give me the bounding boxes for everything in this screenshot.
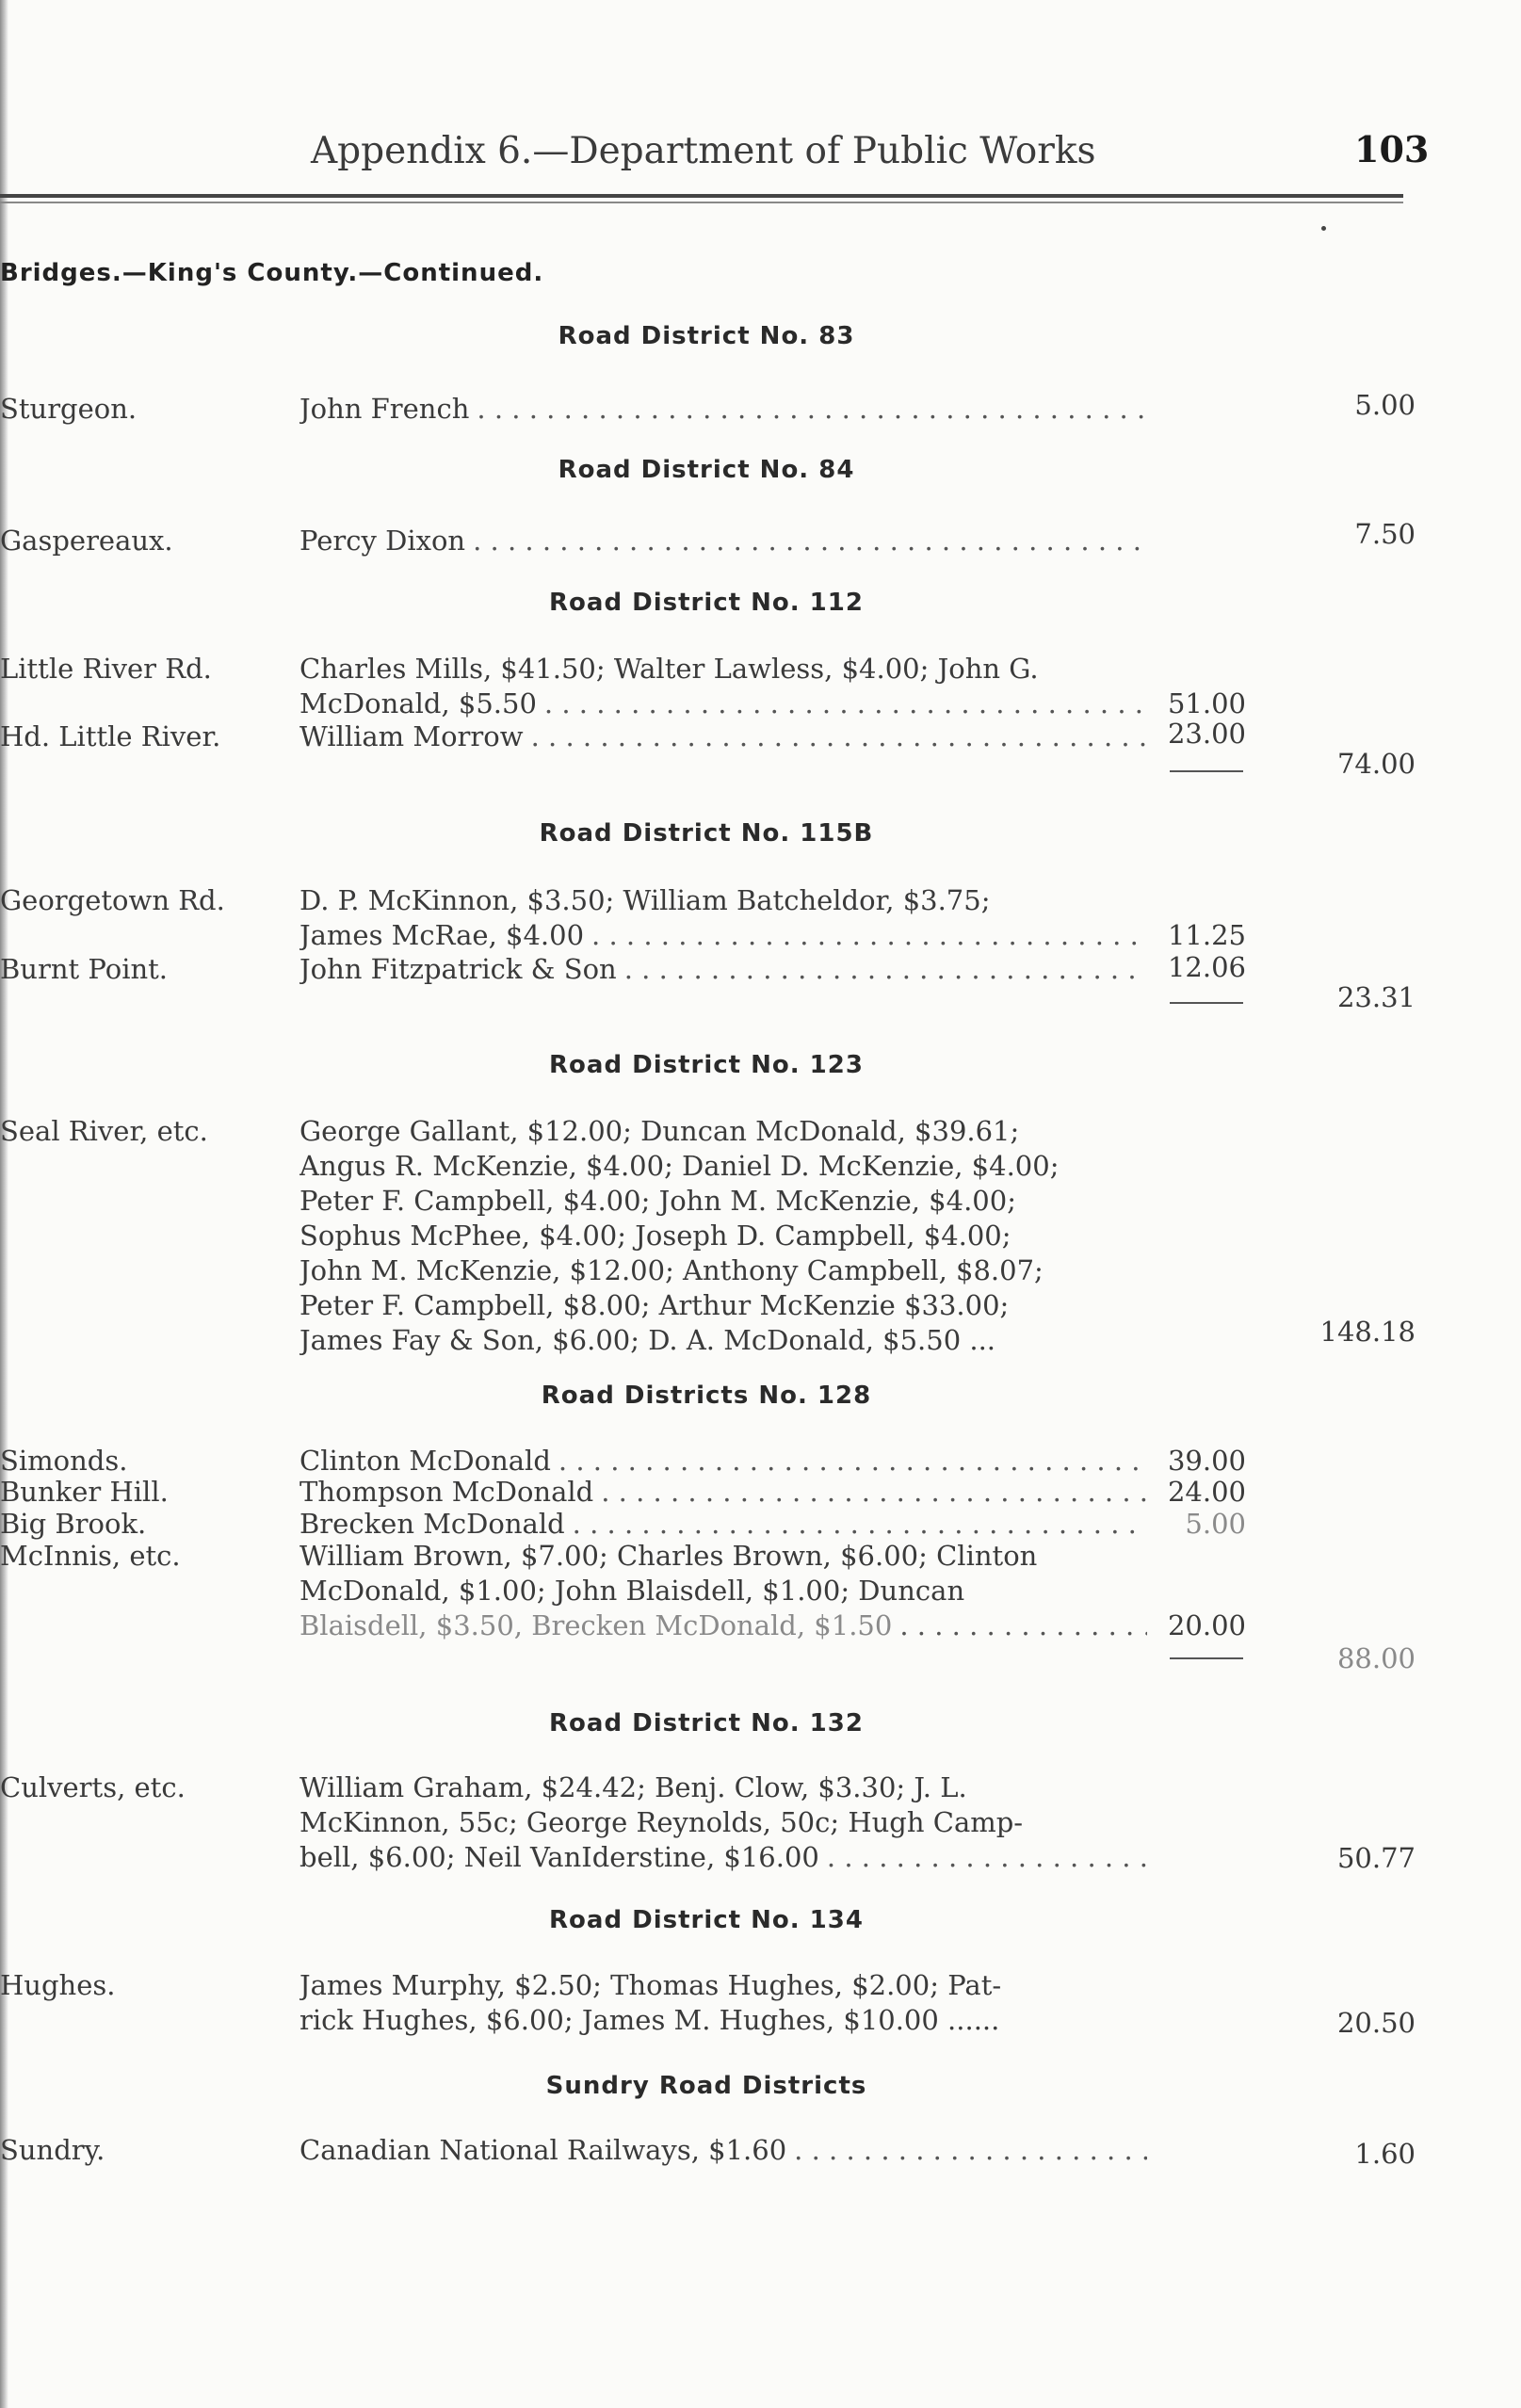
- payee-line: James Murphy, $2.50; Thomas Hughes, $2.00; Pat-: [299, 1969, 1002, 2001]
- payee-line: Sophus McPhee, $4.00; Joseph D. Campbell, $4.00;: [299, 1220, 1011, 1252]
- payee-entry: [299, 652, 1147, 721]
- district-total: 74.00: [1336, 748, 1416, 780]
- payee-line: Percy Dixon: [299, 525, 466, 557]
- place-name: Georgetown Rd.: [0, 884, 225, 916]
- district-heading: Road District No. 112: [549, 589, 864, 617]
- district-total: 148.18: [1319, 1316, 1416, 1348]
- page-number: 103: [1354, 128, 1430, 170]
- payee-entry: [299, 1968, 1147, 2038]
- line-amount: 5.00: [1185, 1508, 1246, 1540]
- payee-line: William Brown, $7.00; Charles Brown, $6.00; Clinton: [299, 1540, 1038, 1572]
- payee-entry: [299, 392, 1147, 427]
- district-heading: Road District No. 115B: [539, 819, 874, 848]
- place-name: Sturgeon.: [0, 393, 138, 425]
- payee-line: John Fitzpatrick & Son: [299, 953, 617, 985]
- payee-entry: [299, 1444, 1147, 1479]
- place-name: Simonds.: [0, 1445, 128, 1477]
- payee-line: Brecken McDonald: [299, 1508, 565, 1540]
- line-amount: 39.00: [1167, 1445, 1246, 1477]
- scan-speck: [1321, 226, 1326, 231]
- payee-line: bell, $6.00; Neil VanIderstine, $16.00: [299, 1841, 819, 1873]
- header-rule: [0, 194, 1403, 198]
- payee-line: William Morrow: [299, 720, 524, 752]
- place-name: Seal River, etc.: [0, 1115, 208, 1147]
- payee-line: James Fay & Son, $6.00; D. A. McDonald, $5.50 ...: [299, 1324, 996, 1356]
- payee-line: McDonald, $5.50: [299, 687, 537, 719]
- payee-entry: [299, 952, 1147, 987]
- line-amount: 12.06: [1167, 951, 1246, 983]
- line-amount: 11.25: [1167, 919, 1246, 951]
- payee-line: McDonald, $1.00; John Blaisdell, $1.00; Duncan: [299, 1575, 965, 1607]
- payee-entry: [299, 1114, 1147, 1358]
- district-total: 5.00: [1354, 389, 1416, 421]
- place-name: Culverts, etc.: [0, 1771, 186, 1803]
- payee-entry: [299, 524, 1147, 558]
- payee-entry: [299, 883, 1147, 953]
- payee-entry: [299, 1539, 1147, 1643]
- payee-line: rick Hughes, $6.00; James M. Hughes, $10.00 ......: [299, 2004, 1000, 2036]
- payee-entry: [299, 1475, 1147, 1510]
- payee-line: D. P. McKinnon, $3.50; William Batcheldor, $3.75;: [299, 884, 991, 916]
- payee-entry: [299, 2133, 1147, 2168]
- place-name: Hd. Little River.: [0, 720, 221, 752]
- place-name: Burnt Point.: [0, 953, 169, 985]
- district-heading: Road District No. 134: [549, 1906, 864, 1934]
- payee-line: William Graham, $24.42; Benj. Clow, $3.30; J. L.: [299, 1771, 967, 1803]
- payee-line: Peter F. Campbell, $4.00; John M. McKenzie, $4.00;: [299, 1185, 1016, 1217]
- district-heading: Road District No. 123: [549, 1051, 864, 1079]
- payee-line: George Gallant, $12.00; Duncan McDonald, $39.61;: [299, 1115, 1020, 1147]
- line-amount: 20.00: [1167, 1609, 1246, 1641]
- line-amount: 24.00: [1167, 1476, 1246, 1508]
- payee-line: Peter F. Campbell, $8.00; Arthur McKenzie $33.00;: [299, 1289, 1010, 1321]
- place-name: Sundry.: [0, 2134, 105, 2166]
- district-total: 7.50: [1354, 518, 1416, 550]
- place-name: McInnis, etc.: [0, 1540, 181, 1572]
- section-title: Bridges.—King's County.—Continued.: [0, 259, 544, 287]
- place-name: Bunker Hill.: [0, 1476, 169, 1508]
- payee-entry: [299, 719, 1147, 754]
- place-name: Big Brook.: [0, 1508, 147, 1540]
- place-name: Little River Rd.: [0, 653, 212, 685]
- page-title: Appendix 6.—Department of Public Works: [311, 130, 1096, 172]
- subtotal-rule: [1170, 1002, 1243, 1004]
- district-total: 20.50: [1336, 2007, 1416, 2039]
- payee-line: John French: [299, 393, 470, 425]
- payee-line: Thompson McDonald: [299, 1476, 594, 1508]
- payee-entry: [299, 1507, 1147, 1542]
- payee-line: McKinnon, 55c; George Reynolds, 50c; Hugh Camp-: [299, 1806, 1024, 1838]
- header-rule-thin: [0, 202, 1403, 203]
- place-name: Gaspereaux.: [0, 525, 173, 557]
- district-total: 88.00: [1336, 1642, 1416, 1674]
- payee-line: Blaisdell, $3.50, Brecken McDonald, $1.50: [299, 1609, 893, 1641]
- subtotal-rule: [1170, 770, 1243, 772]
- payee-line: Charles Mills, $41.50; Walter Lawless, $4.00; John G.: [299, 653, 1039, 685]
- district-heading: Sundry Road Districts: [545, 2072, 867, 2100]
- line-amount: 51.00: [1167, 687, 1246, 719]
- district-total: 23.31: [1336, 981, 1416, 1013]
- payee-line: Angus R. McKenzie, $4.00; Daniel D. McKenzie, $4.00;: [299, 1150, 1060, 1182]
- district-heading: Road District No. 84: [558, 456, 855, 484]
- payee-line: James McRae, $4.00: [299, 919, 585, 951]
- district-total: 50.77: [1336, 1842, 1416, 1874]
- payee-entry: [299, 1770, 1147, 1875]
- payee-line: Clinton McDonald: [299, 1445, 551, 1477]
- payee-line: John M. McKenzie, $12.00; Anthony Campbell, $8.07;: [299, 1254, 1044, 1286]
- district-total: 1.60: [1354, 2138, 1416, 2170]
- payee-line: Canadian National Railways, $1.60: [299, 2134, 787, 2166]
- district-heading: Road District No. 132: [549, 1709, 864, 1737]
- subtotal-rule: [1170, 1657, 1243, 1659]
- district-heading: Road Districts No. 128: [541, 1382, 872, 1410]
- district-heading: Road District No. 83: [558, 322, 855, 350]
- place-name: Hughes.: [0, 1969, 116, 2001]
- line-amount: 23.00: [1167, 718, 1246, 750]
